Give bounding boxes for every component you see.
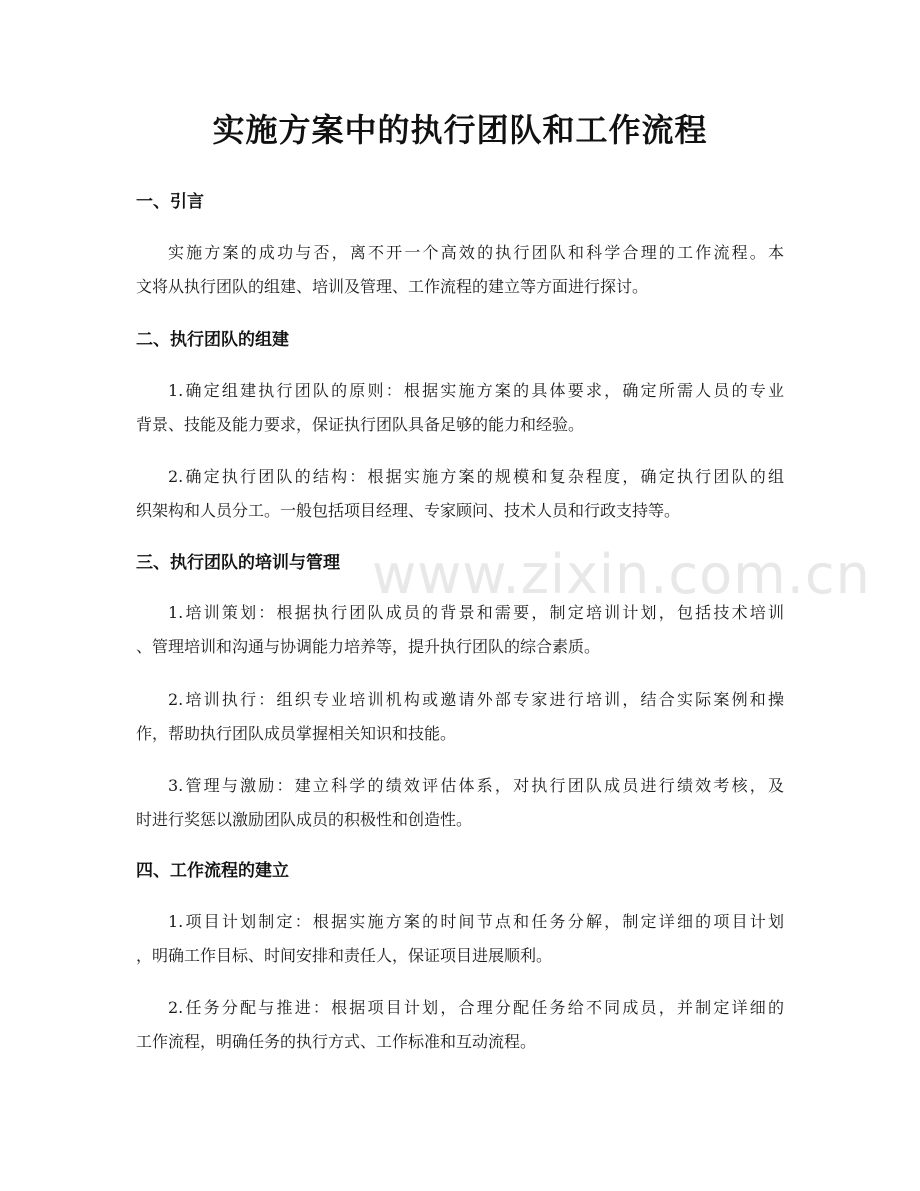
paragraph-project-plan xyxy=(136,905,784,973)
paragraph-line: 文将从执行团队的组建、培训及管理、工作流程的建立等方面进行探讨。 xyxy=(136,277,649,296)
paragraph-line: 作，帮助执行团队成员掌握相关知识和技能。 xyxy=(136,724,457,743)
paragraph-management-incentive xyxy=(136,769,784,837)
paragraph-line: 实施方案的成功与否，离不开一个高效的执行团队和科学合理的工作流程。本 xyxy=(168,243,784,262)
section-heading-training-management: 三、执行团队的培训与管理 xyxy=(136,553,340,573)
paragraph-line: 1.培训策划：根据执行团队成员的背景和需要，制定培训计划，包括技术培训 xyxy=(168,603,784,622)
paragraph-line: 1.项目计划制定：根据实施方案的时间节点和任务分解，制定详细的项目计划 xyxy=(168,912,784,931)
paragraph-line: 时进行奖惩以激励团队成员的积极性和创造性。 xyxy=(136,810,473,829)
page-title: 实施方案中的执行团队和工作流程 xyxy=(212,111,708,149)
paragraph-line: 背景、技能及能力要求，保证执行团队具备足够的能力和经验。 xyxy=(136,415,585,434)
paragraph-line: ，明确工作目标、时间安排和责任人，保证项目进展顺利。 xyxy=(136,946,553,965)
paragraph-training-execution xyxy=(136,683,784,751)
paragraph-line: 工作流程，明确任务的执行方式、工作标准和互动流程。 xyxy=(136,1032,537,1051)
paragraph-intro xyxy=(136,236,784,304)
paragraph-line: 1.确定组建执行团队的原则：根据实施方案的具体要求，确定所需人员的专业 xyxy=(168,381,784,400)
paragraph-line: 3.管理与激励：建立科学的绩效评估体系，对执行团队成员进行绩效考核，及 xyxy=(168,776,784,795)
paragraph-team-principle xyxy=(136,374,784,442)
paragraph-training-planning xyxy=(136,596,784,664)
paragraph-line: 织架构和人员分工。一般包括项目经理、专家顾问、技术人员和行政支持等。 xyxy=(136,501,681,520)
watermark: www.zixin.com.cn xyxy=(372,543,871,606)
paragraph-line: 、管理培训和沟通与协调能力培养等，提升执行团队的综合素质。 xyxy=(136,637,601,656)
paragraph-line: 2.任务分配与推进：根据项目计划，合理分配任务给不同成员，并制定详细的 xyxy=(168,998,784,1017)
section-heading-intro: 一、引言 xyxy=(136,192,204,212)
paragraph-team-structure xyxy=(136,460,784,528)
section-heading-workflow: 四、工作流程的建立 xyxy=(136,861,289,881)
section-heading-team-formation: 二、执行团队的组建 xyxy=(136,330,289,350)
paragraph-task-allocation xyxy=(136,991,784,1059)
paragraph-line: 2.确定执行团队的结构：根据实施方案的规模和复杂程度，确定执行团队的组 xyxy=(168,467,784,486)
paragraph-line: 2.培训执行：组织专业培训机构或邀请外部专家进行培训，结合实际案例和操 xyxy=(168,690,784,709)
